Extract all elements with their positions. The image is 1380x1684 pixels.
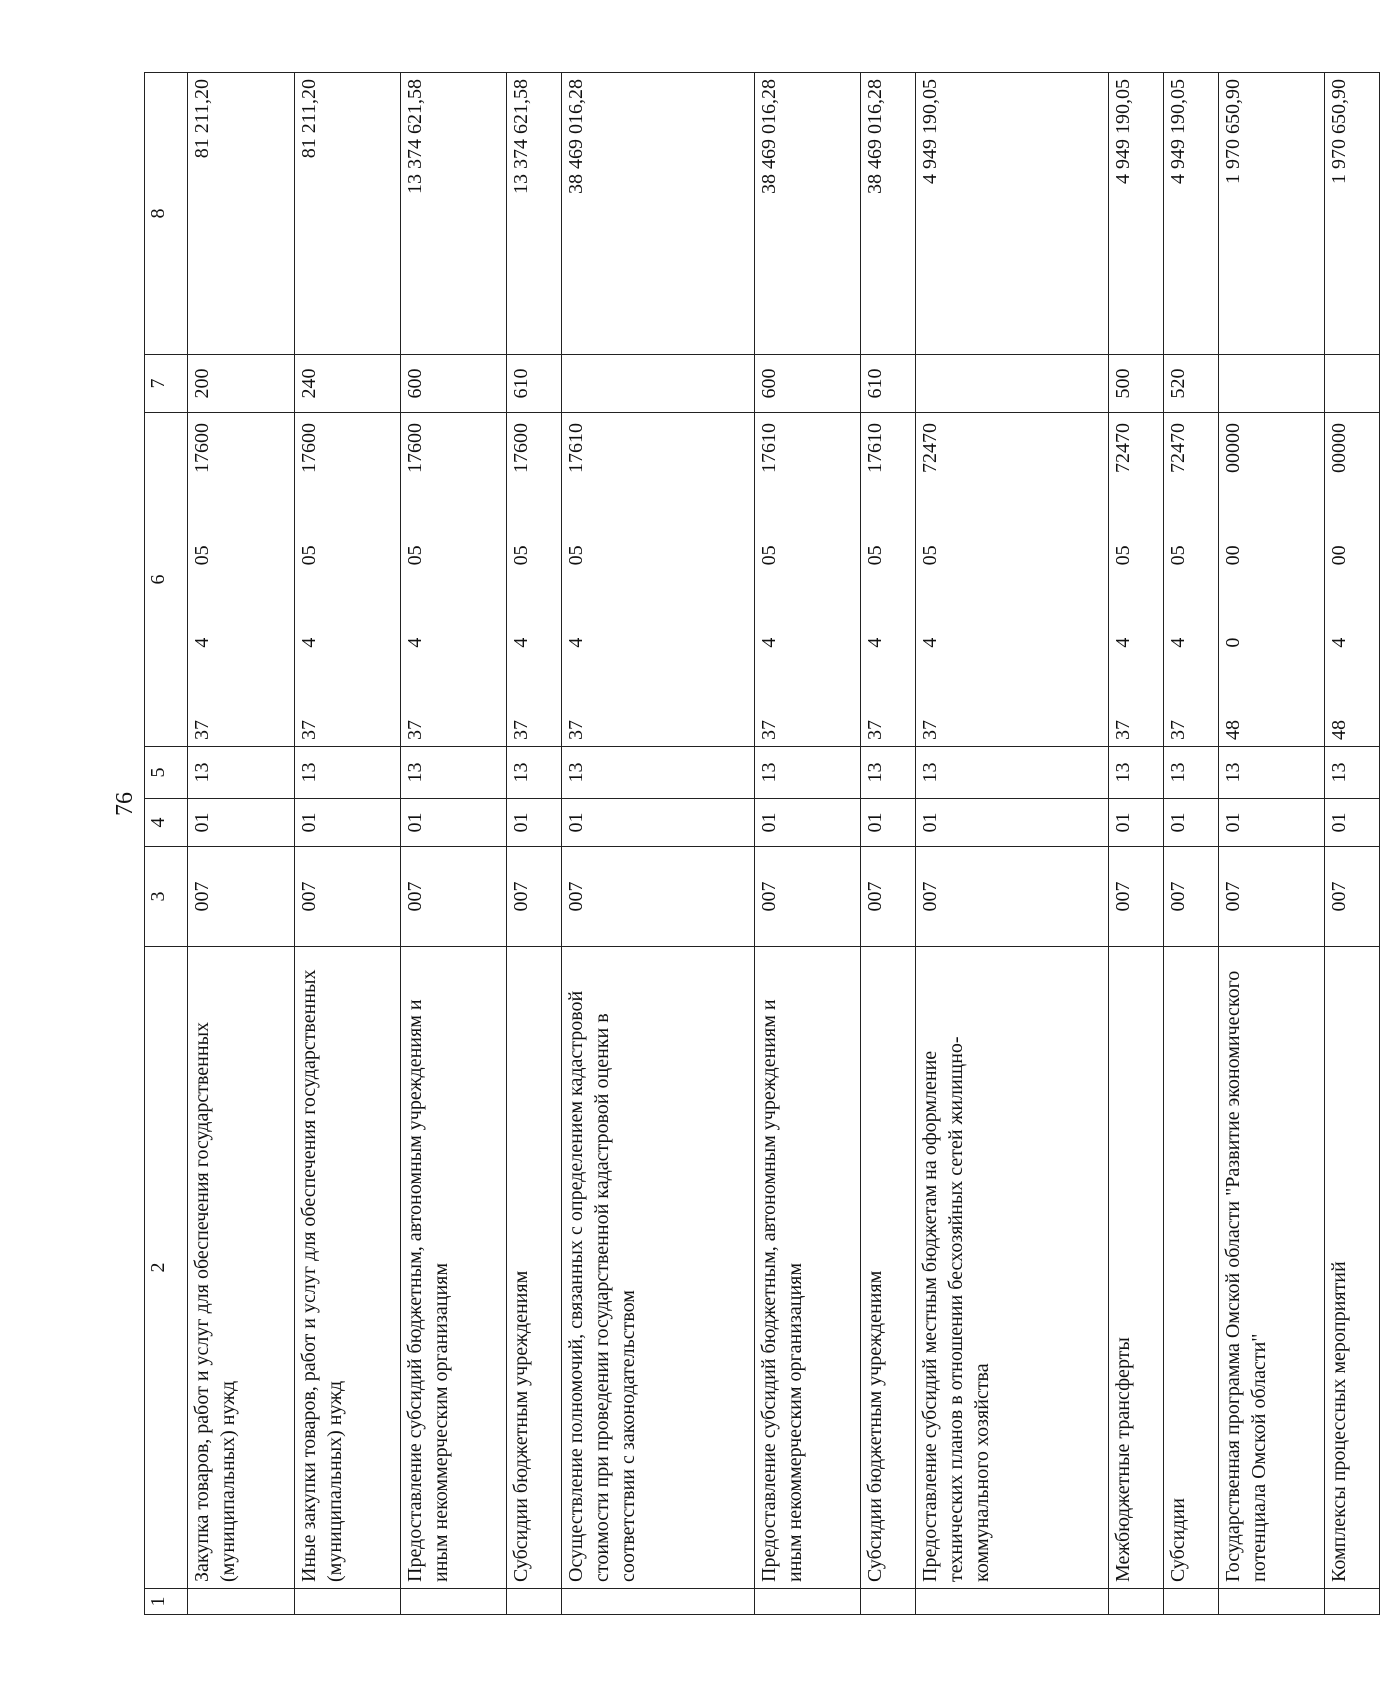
cell-name: Субсидии	[1164, 947, 1219, 1589]
target-article-code	[296, 419, 322, 740]
cell-ministry-code: 007	[401, 847, 507, 947]
cell-target-article-code	[562, 413, 755, 747]
code-part: 05	[404, 545, 426, 566]
target-article-code	[563, 419, 589, 740]
cell-expense-type-code: 520	[1164, 355, 1219, 413]
cell-section-code: 01	[861, 799, 916, 847]
target-article-code	[1110, 419, 1136, 740]
cell-subsection-code: 13	[1325, 747, 1380, 799]
cell-ministry-code: 007	[294, 847, 400, 947]
code-part: 4	[1112, 637, 1135, 648]
code-part: 05	[919, 545, 942, 566]
target-article-code	[1165, 419, 1191, 740]
cell-subsection-code: 13	[294, 747, 400, 799]
cell-expense-type-code: 500	[1109, 355, 1164, 413]
cell-name: Предоставление субсидий бюджетным, автономным учреждениям и иным некоммерческим организациям	[401, 947, 507, 1589]
code-part: 37	[758, 720, 781, 740]
cell-ministry-code: 007	[188, 847, 294, 947]
header-cell: 7	[145, 355, 188, 413]
table-row	[916, 73, 1109, 1615]
table-row	[1325, 73, 1380, 1615]
code-part: 72470	[1112, 423, 1135, 474]
cell-amount: 38 469 016,28	[755, 73, 861, 355]
cell-col1	[1164, 1589, 1219, 1615]
table-row	[507, 73, 562, 1615]
code-part: 05	[1167, 545, 1190, 566]
target-article-code	[508, 419, 534, 740]
table-row	[1109, 73, 1164, 1615]
code-part: 17610	[758, 423, 781, 474]
cell-section-code: 01	[1218, 799, 1324, 847]
code-part: 4	[191, 637, 214, 648]
cell-name: Комплексы процессных мероприятий	[1325, 947, 1380, 1589]
cell-expense-type-code	[562, 355, 755, 413]
cell-ministry-code: 007	[1218, 847, 1324, 947]
cell-subsection-code: 13	[1218, 747, 1324, 799]
target-article-code	[1326, 419, 1352, 740]
cell-subsection-code: 13	[916, 747, 1109, 799]
cell-target-article-code	[294, 413, 400, 747]
cell-subsection-code: 13	[861, 747, 916, 799]
cell-col1	[562, 1589, 755, 1615]
code-part: 00	[1221, 545, 1244, 566]
table-row	[562, 73, 755, 1615]
cell-subsection-code: 13	[188, 747, 294, 799]
header-cell: 4	[145, 799, 188, 847]
cell-name: Иные закупки товаров, работ и услуг для обеспечения государственных (муниципальных) нужд	[294, 947, 400, 1589]
code-part: 17600	[191, 423, 214, 474]
header-cell: 2	[145, 947, 188, 1589]
target-article-code	[189, 419, 215, 740]
cell-subsection-code: 13	[562, 747, 755, 799]
code-part: 4	[758, 637, 781, 648]
cell-col1	[1218, 1589, 1324, 1615]
cell-ministry-code: 007	[861, 847, 916, 947]
cell-expense-type-code	[1218, 355, 1324, 413]
code-part: 4	[510, 637, 533, 648]
cell-target-article-code	[401, 413, 507, 747]
cell-section-code: 01	[755, 799, 861, 847]
code-part: 48	[1328, 720, 1351, 740]
code-part: 05	[191, 545, 214, 566]
target-article-code	[756, 419, 782, 740]
target-article-code	[402, 419, 428, 740]
cell-target-article-code	[1325, 413, 1380, 747]
cell-subsection-code: 13	[755, 747, 861, 799]
code-part: 4	[864, 637, 887, 648]
table-row	[294, 73, 400, 1615]
code-part: 37	[1167, 720, 1190, 740]
target-article-code	[862, 419, 888, 740]
code-part: 37	[864, 720, 887, 740]
cell-ministry-code: 007	[1325, 847, 1380, 947]
cell-col1	[916, 1589, 1109, 1615]
code-part: 17610	[864, 423, 887, 474]
cell-name: Субсидии бюджетным учреждениям	[507, 947, 562, 1589]
cell-section-code: 01	[1109, 799, 1164, 847]
cell-target-article-code	[188, 413, 294, 747]
cell-amount: 1 970 650,90	[1218, 73, 1324, 355]
cell-ministry-code: 007	[1164, 847, 1219, 947]
code-part: 37	[510, 720, 533, 740]
cell-subsection-code: 13	[1109, 747, 1164, 799]
code-part: 0	[1221, 637, 1244, 648]
cell-amount: 4 949 190,05	[1109, 73, 1164, 355]
table-row	[1218, 73, 1324, 1615]
code-part: 4	[297, 637, 320, 648]
cell-name: Межбюджетные трансферты	[1109, 947, 1164, 1589]
cell-amount: 38 469 016,28	[861, 73, 916, 355]
code-part: 17600	[404, 423, 426, 474]
cell-section-code: 01	[401, 799, 507, 847]
cell-section-code: 01	[507, 799, 562, 847]
code-part: 00000	[1221, 423, 1244, 474]
cell-ministry-code: 007	[1109, 847, 1164, 947]
cell-section-code: 01	[1325, 799, 1380, 847]
target-article-code	[1220, 419, 1246, 740]
code-part: 17610	[565, 423, 587, 474]
cell-col1	[861, 1589, 916, 1615]
code-part: 72470	[919, 423, 942, 474]
cell-amount: 4 949 190,05	[916, 73, 1109, 355]
cell-target-article-code	[861, 413, 916, 747]
code-part: 4	[1328, 637, 1351, 648]
budget-table	[144, 72, 1380, 1615]
cell-section-code: 01	[916, 799, 1109, 847]
code-part: 37	[297, 720, 320, 740]
cell-ministry-code: 007	[507, 847, 562, 947]
cell-expense-type-code: 610	[861, 355, 916, 413]
code-part: 4	[565, 637, 587, 648]
table-row	[861, 73, 916, 1615]
cell-expense-type-code: 200	[188, 355, 294, 413]
cell-name: Закупка товаров, работ и услуг для обеспечения государственных (муниципальных) нужд	[188, 947, 294, 1589]
code-part: 48	[1221, 720, 1244, 740]
header-cell: 6	[145, 413, 188, 747]
code-part: 37	[404, 720, 426, 740]
cell-section-code: 01	[188, 799, 294, 847]
header-cell: 8	[145, 73, 188, 355]
cell-name: Субсидии бюджетным учреждениям	[861, 947, 916, 1589]
code-part: 05	[297, 545, 320, 566]
code-part: 4	[1167, 637, 1190, 648]
cell-target-article-code	[1164, 413, 1219, 747]
cell-amount: 81 211,20	[188, 73, 294, 355]
cell-amount: 13 374 621,58	[401, 73, 507, 355]
cell-section-code: 01	[562, 799, 755, 847]
cell-expense-type-code: 600	[755, 355, 861, 413]
cell-amount: 1 970 650,90	[1325, 73, 1380, 355]
cell-col1	[507, 1589, 562, 1615]
cell-target-article-code	[916, 413, 1109, 747]
cell-name: Предоставление субсидий местным бюджетам на оформление технических планов в отношении бесхозяйных сетей жилищно-коммунального хозяйства	[916, 947, 1109, 1589]
page-number: 76	[112, 792, 138, 816]
header-cell: 1	[145, 1589, 188, 1615]
code-part: 37	[1112, 720, 1135, 740]
cell-section-code: 01	[294, 799, 400, 847]
cell-amount: 13 374 621,58	[507, 73, 562, 355]
cell-expense-type-code: 240	[294, 355, 400, 413]
cell-amount: 4 949 190,05	[1164, 73, 1219, 355]
cell-target-article-code	[507, 413, 562, 747]
cell-name: Государственная программа Омской области "Развитие экономического потенциала Омской области"	[1218, 947, 1324, 1589]
cell-ministry-code: 007	[916, 847, 1109, 947]
code-part: 17600	[297, 423, 320, 474]
cell-col1	[188, 1589, 294, 1615]
code-part: 00	[1328, 545, 1351, 566]
code-part: 4	[919, 637, 942, 648]
cell-ministry-code: 007	[562, 847, 755, 947]
cell-expense-type-code	[1325, 355, 1380, 413]
cell-target-article-code	[755, 413, 861, 747]
cell-target-article-code	[1109, 413, 1164, 747]
code-part: 4	[404, 637, 426, 648]
code-part: 05	[758, 545, 781, 566]
table-row	[401, 73, 507, 1615]
header-cell: 3	[145, 847, 188, 947]
code-part: 05	[510, 545, 533, 566]
header-row	[145, 73, 188, 1615]
code-part: 05	[565, 545, 587, 566]
code-part: 37	[191, 720, 214, 740]
cell-amount: 38 469 016,28	[562, 73, 755, 355]
cell-target-article-code	[1218, 413, 1324, 747]
rotated-table-container	[144, 73, 1380, 1615]
table-row	[1164, 73, 1219, 1615]
cell-expense-type-code: 600	[401, 355, 507, 413]
cell-col1	[294, 1589, 400, 1615]
cell-amount: 81 211,20	[294, 73, 400, 355]
code-part: 37	[565, 720, 587, 740]
cell-col1	[1325, 1589, 1380, 1615]
code-part: 05	[1112, 545, 1135, 566]
code-part: 17600	[510, 423, 533, 474]
code-part: 05	[864, 545, 887, 566]
table-row	[188, 73, 294, 1615]
cell-subsection-code: 13	[1164, 747, 1219, 799]
cell-expense-type-code	[916, 355, 1109, 413]
cell-subsection-code: 13	[507, 747, 562, 799]
cell-name: Предоставление субсидий бюджетным, автономным учреждениям и иным некоммерческим организациям	[755, 947, 861, 1589]
target-article-code	[917, 419, 943, 740]
table-row	[755, 73, 861, 1615]
code-part: 72470	[1167, 423, 1190, 474]
cell-subsection-code: 13	[401, 747, 507, 799]
cell-name: Осуществление полномочий, связанных с определением кадастровой стоимости при проведении государственной кадастровой оценки в соответствии с законодательством	[562, 947, 755, 1589]
cell-col1	[1109, 1589, 1164, 1615]
header-cell: 5	[145, 747, 188, 799]
cell-ministry-code: 007	[755, 847, 861, 947]
code-part: 37	[919, 720, 942, 740]
cell-section-code: 01	[1164, 799, 1219, 847]
cell-col1	[755, 1589, 861, 1615]
code-part: 00000	[1328, 423, 1351, 474]
cell-col1	[401, 1589, 507, 1615]
cell-expense-type-code: 610	[507, 355, 562, 413]
